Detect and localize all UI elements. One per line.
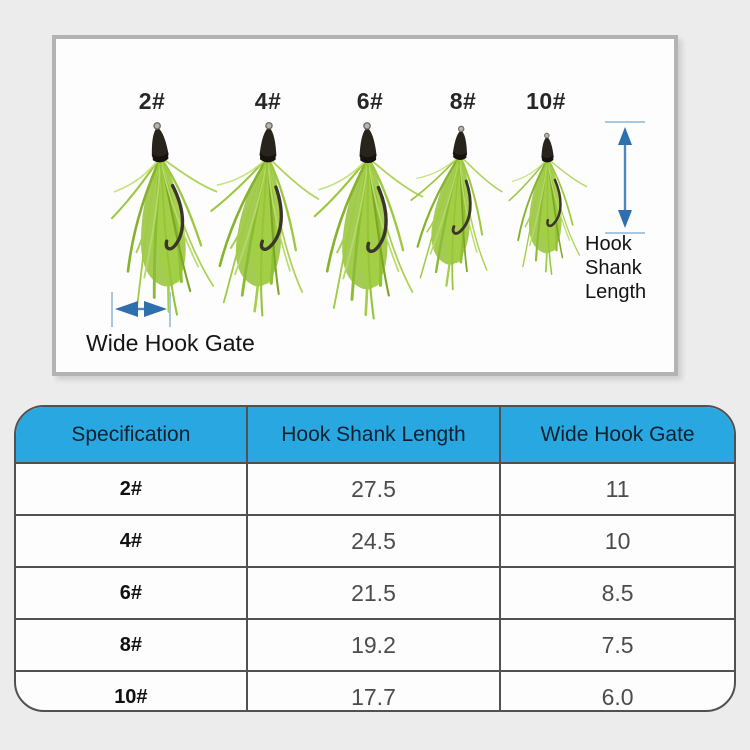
spec-cell: 10# — [114, 685, 148, 708]
spec-table — [14, 405, 736, 712]
size-label-8: 8# — [449, 88, 477, 114]
shank-length-arrow-icon — [600, 115, 650, 240]
spec-table-header-row — [16, 407, 734, 462]
gate-cell: 6.0 — [499, 672, 734, 712]
product-photo-panel — [52, 35, 678, 376]
header-hook-shank-length: Hook Shank Length — [246, 407, 499, 462]
shank-cell: 21.5 — [246, 568, 499, 618]
size-label-4: 4# — [254, 88, 282, 114]
gate-cell: 7.5 — [499, 620, 734, 670]
shank-cell: 19.2 — [246, 620, 499, 670]
size-label-2: 2# — [138, 88, 166, 114]
table-row-2 — [16, 462, 734, 514]
shank-cell: 27.5 — [246, 464, 499, 514]
table-row-4 — [16, 514, 734, 566]
shank-label-line2: Shank — [585, 257, 642, 279]
gate-cell: 10 — [499, 516, 734, 566]
table-row-10 — [16, 670, 734, 712]
spec-cell: 2# — [119, 477, 142, 500]
spec-cell: 4# — [119, 529, 142, 552]
hook-gate-label: Wide Hook Gate — [86, 330, 255, 356]
size-label-6: 6# — [356, 88, 384, 114]
spec-cell: 6# — [119, 581, 142, 604]
size-label-10: 10# — [526, 88, 566, 114]
gate-cell: 8.5 — [499, 568, 734, 618]
shank-cell: 24.5 — [246, 516, 499, 566]
table-row-6 — [16, 566, 734, 618]
shank-label-line3: Length — [585, 281, 647, 303]
header-specification: Specification — [71, 422, 191, 446]
table-row-8 — [16, 618, 734, 670]
gate-cell: 11 — [499, 464, 734, 514]
shank-length-label — [585, 232, 646, 304]
jig-8 — [407, 124, 506, 292]
shank-cell: 17.7 — [246, 672, 499, 712]
jig-4 — [208, 121, 321, 318]
jig-6 — [312, 121, 427, 321]
spec-cell: 8# — [119, 633, 142, 656]
jig-10 — [507, 132, 590, 276]
shank-label-line1: Hook — [585, 233, 632, 255]
header-wide-hook-gate: Wide Hook Gate — [499, 407, 734, 462]
hook-gate-arrow-icon — [100, 290, 185, 330]
